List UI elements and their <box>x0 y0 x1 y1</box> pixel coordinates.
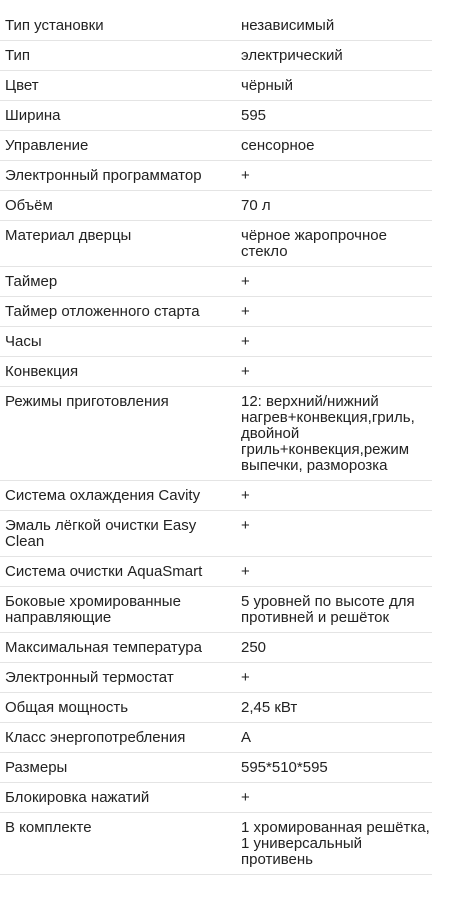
spec-name: Управление <box>5 137 89 154</box>
spec-value: чёрное жаропрочное стекло <box>241 227 387 260</box>
spec-value: 595*510*595 <box>241 759 328 776</box>
spec-value: независимый <box>241 17 335 34</box>
spec-name: Боковые хромированные направляющие <box>5 593 181 626</box>
specs-table <box>0 11 432 875</box>
spec-value: 70 л <box>241 197 271 214</box>
spec-row <box>0 511 432 557</box>
spec-row <box>0 693 432 723</box>
spec-row <box>0 41 432 71</box>
spec-name: Часы <box>5 333 42 350</box>
spec-value: 250 <box>241 639 267 656</box>
spec-value: + <box>241 563 250 580</box>
spec-name: Класс энергопотребления <box>5 729 186 746</box>
spec-row <box>0 663 432 693</box>
spec-value: 5 уровней по высоте для противней и решёток <box>241 593 415 626</box>
spec-name: Конвекция <box>5 363 79 380</box>
spec-name: Объём <box>5 197 53 214</box>
spec-value: + <box>241 669 250 686</box>
spec-name: Максимальная температура <box>5 639 202 656</box>
spec-value: 12: верхний/нижний нагрев+конвекция,гриль, двойной гриль+конвекция,режим выпечки, разморозка <box>241 393 415 474</box>
spec-row <box>0 587 432 633</box>
spec-name: В комплекте <box>5 819 92 836</box>
spec-row <box>0 481 432 511</box>
spec-value: A <box>241 729 252 746</box>
spec-value: + <box>241 333 250 350</box>
spec-name: Тип <box>5 47 31 64</box>
spec-value: + <box>241 273 250 290</box>
spec-row <box>0 71 432 101</box>
spec-name: Ширина <box>5 107 61 124</box>
spec-value: сенсорное <box>241 137 315 154</box>
spec-value: + <box>241 517 250 534</box>
spec-name: Эмаль лёгкой очистки Easy Clean <box>5 517 197 550</box>
spec-row <box>0 387 432 481</box>
spec-row <box>0 357 432 387</box>
spec-row <box>0 11 432 41</box>
spec-value: 595 <box>241 107 267 124</box>
spec-value: 1 хромированная решётка, 1 универсальный противень <box>241 819 430 868</box>
spec-name: Система очистки AquaSmart <box>5 563 203 580</box>
spec-row <box>0 633 432 663</box>
spec-row <box>0 101 432 131</box>
spec-value: + <box>241 363 250 380</box>
spec-row <box>0 783 432 813</box>
spec-name: Электронный термостат <box>5 669 174 686</box>
spec-name: Материал дверцы <box>5 227 132 244</box>
spec-name: Система охлаждения Cavity <box>5 487 201 504</box>
spec-value: + <box>241 789 250 806</box>
spec-value: 2,45 кВт <box>241 699 298 716</box>
spec-name: Общая мощность <box>5 699 129 716</box>
spec-name: Электронный программатор <box>5 167 202 184</box>
spec-value: + <box>241 487 250 504</box>
spec-row <box>0 191 432 221</box>
spec-row <box>0 267 432 297</box>
spec-row <box>0 161 432 191</box>
spec-row <box>0 131 432 161</box>
spec-name: Режимы приготовления <box>5 393 169 410</box>
spec-row <box>0 221 432 267</box>
spec-name: Таймер отложенного старта <box>5 303 200 320</box>
spec-name: Блокировка нажатий <box>5 789 150 806</box>
spec-name: Тип установки <box>5 17 104 34</box>
spec-name: Таймер <box>5 273 58 290</box>
spec-row <box>0 297 432 327</box>
spec-value: + <box>241 303 250 320</box>
spec-value: чёрный <box>241 77 293 94</box>
spec-value: электрический <box>241 47 343 64</box>
spec-row <box>0 753 432 783</box>
spec-name: Цвет <box>5 77 39 94</box>
spec-row <box>0 723 432 753</box>
spec-name: Размеры <box>5 759 68 776</box>
spec-value: + <box>241 167 250 184</box>
spec-row <box>0 557 432 587</box>
spec-row <box>0 327 432 357</box>
spec-row <box>0 813 432 875</box>
